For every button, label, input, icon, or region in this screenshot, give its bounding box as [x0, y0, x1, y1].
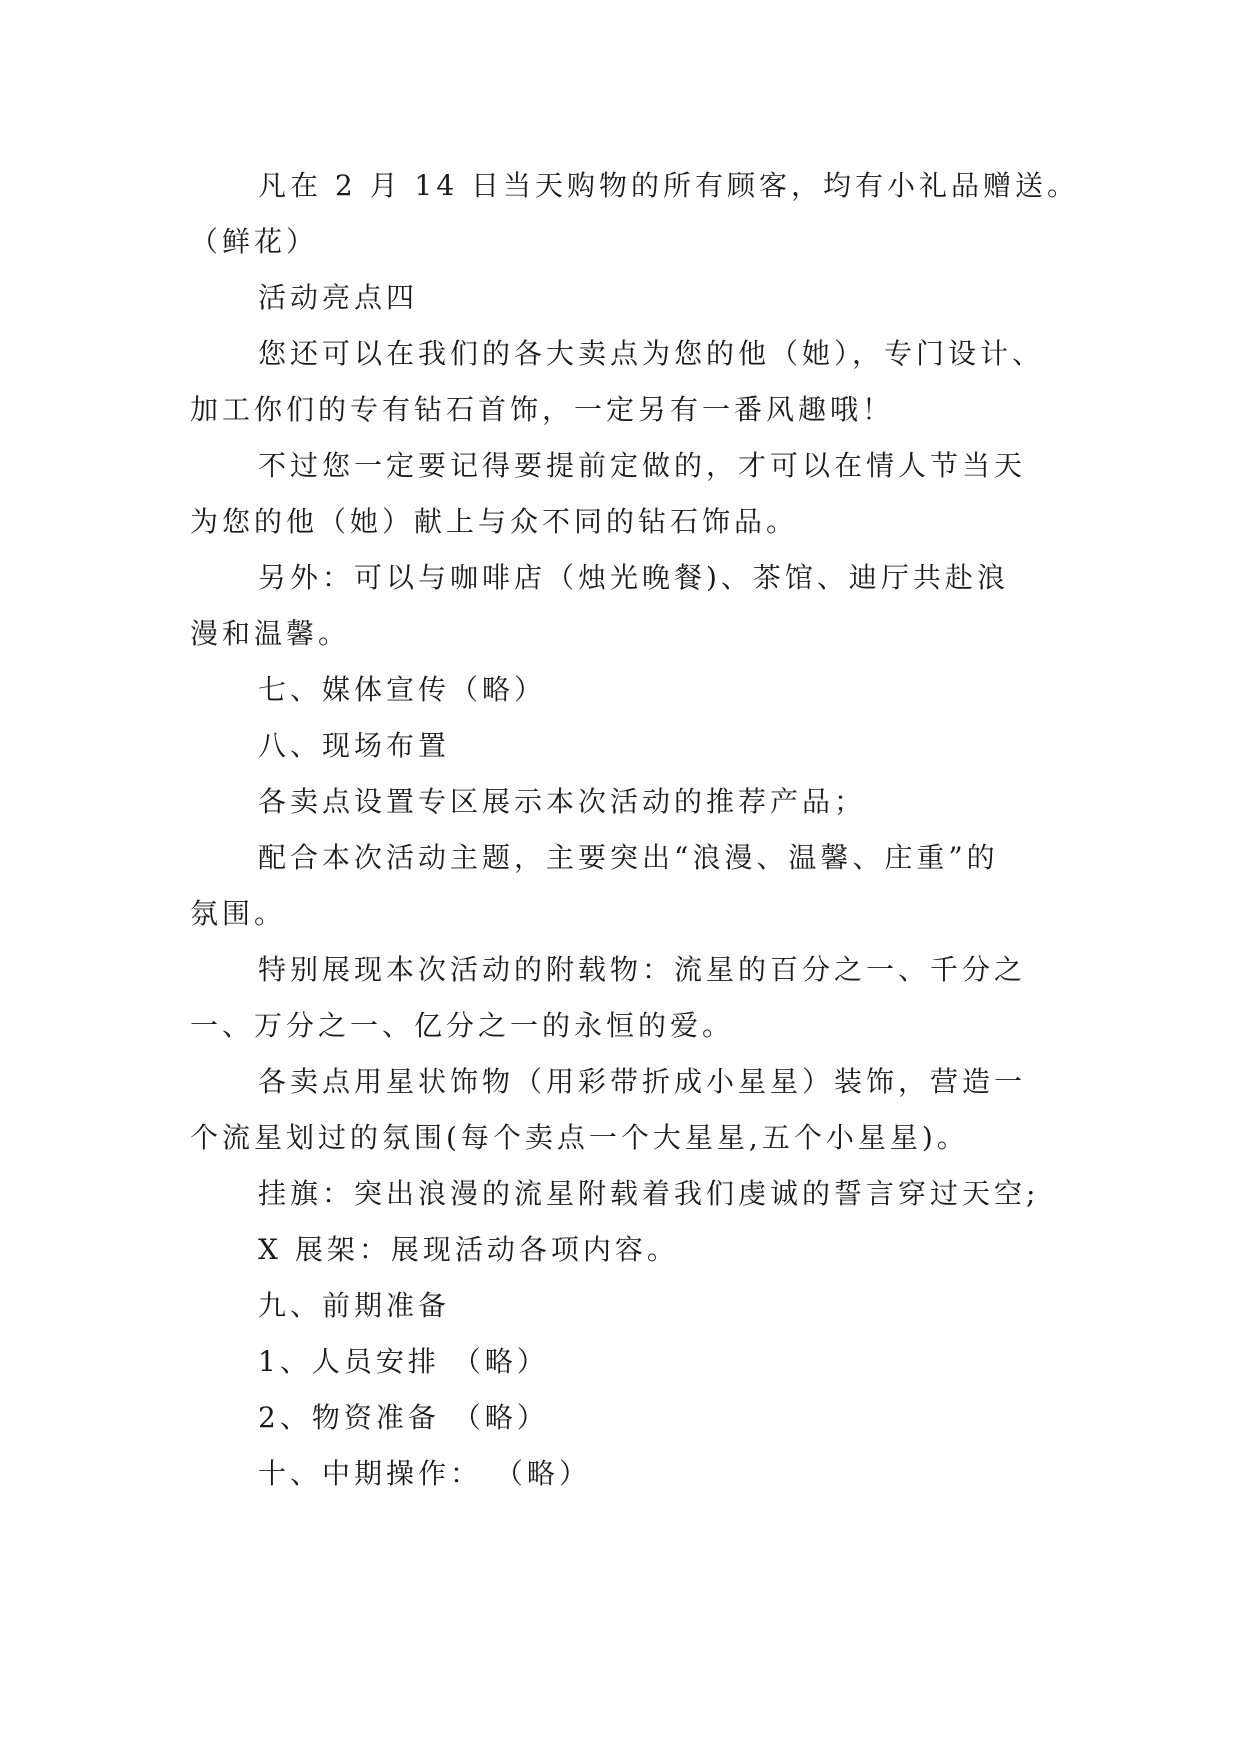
list-item: 2、物资准备 （略）	[258, 1401, 549, 1434]
paragraph-line: X 展架：展现活动各项内容。	[258, 1233, 679, 1266]
paragraph-line: 您还可以在我们的各大卖点为您的他（她），专门设计、	[258, 337, 1045, 370]
paragraph-line: 加工你们的专有钻石首饰，一定另有一番风趣哦！	[190, 393, 895, 426]
paragraph-line: 各卖点用星状饰物（用彩带折成小星星）装饰，营造一	[258, 1065, 1027, 1098]
section-heading: 活动亮点四	[258, 281, 419, 314]
paragraph-line: 氛围。	[190, 897, 287, 930]
paragraph-line: 一、万分之一、亿分之一的永恒的爱。	[190, 1009, 735, 1042]
paragraph-line: 特别展现本次活动的附载物：流星的百分之一、千分之	[258, 953, 1027, 986]
paragraph-line: 另外：可以与咖啡店（烛光晚餐)、茶馆、迪厅共赴浪	[258, 561, 1009, 594]
paragraph-line: 凡在 2 月 14 日当天购物的所有顾客，均有小礼品赠送。	[258, 169, 1080, 202]
paragraph-line: 个流星划过的氛围(每个卖点一个大星星,五个小星星)。	[190, 1121, 969, 1154]
paragraph-line: （鲜花）	[190, 225, 319, 258]
list-item: 1、人员安排 （略）	[258, 1345, 549, 1378]
paragraph-line: 挂旗：突出浪漫的流星附载着我们虔诚的誓言穿过天空;	[258, 1177, 1040, 1210]
section-heading: 七、媒体宣传（略）	[258, 673, 547, 706]
paragraph-line: 为您的他（她）献上与众不同的钻石饰品。	[190, 505, 799, 538]
section-heading: 八、现场布置	[258, 729, 451, 762]
paragraph-line: 漫和温馨。	[190, 617, 351, 650]
section-heading: 十、中期操作： （略）	[258, 1457, 591, 1490]
section-heading: 九、前期准备	[258, 1289, 451, 1322]
paragraph-line: 配合本次活动主题，主要突出“浪漫、温馨、庄重”的	[258, 841, 999, 874]
paragraph-line: 各卖点设置专区展示本次活动的推荐产品；	[258, 785, 867, 818]
paragraph-line: 不过您一定要记得要提前定做的，才可以在情人节当天	[258, 449, 1027, 482]
